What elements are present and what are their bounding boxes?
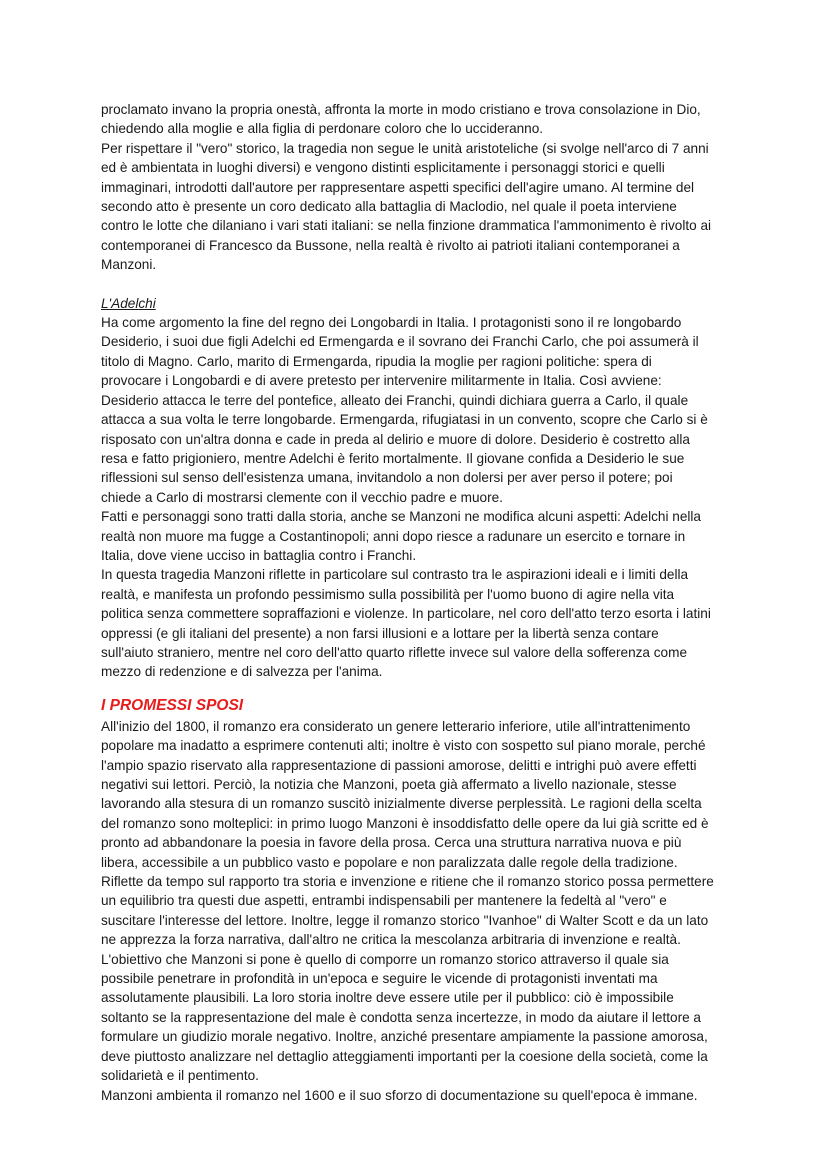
text-line: lavorando alla stesura di un romanzo suscitò inizialmente diverse perplessità. Le ragioni della scelta xyxy=(101,796,702,812)
text-line: soltanto se la rappresentazione del male è condotta senza incertezze, in modo da aiutare il lettore a xyxy=(101,1009,701,1025)
text-line: possibile penetrare in profondità in un'epoca e seguire le vicende di protagonisti inventati ma xyxy=(101,971,658,987)
paragraph-gap xyxy=(101,275,731,294)
text-line: risposato con un'altra donna e cade in preda al delirio e muore di dolore. Desiderio è costretto alla xyxy=(101,431,690,447)
text-line: contro le lotte che dilaniano i vari stati italiani: se nella finzione drammatica l'ammonimento è rivolto ai xyxy=(101,218,712,234)
text-line: proclamato invano la propria onestà, affronta la morte in modo cristiano e trova consolazione in Dio, xyxy=(101,102,701,117)
text-line: chiedendo alla moglie e alla figlia di perdonare coloro che lo uccideranno. xyxy=(101,121,544,137)
text-line: assolutamente plausibili. La loro storia inoltre deve essere utile per il pubblico: ciò è impossibile xyxy=(101,990,674,1006)
text-line: ne apprezza la forza narrativa, dall'altro ne critica la mescolanza arbitraria di invenzione e realtà. xyxy=(101,932,681,948)
text-line: Italia, dove viene ucciso in battaglia contro i Franchi. xyxy=(101,547,417,563)
text-line: Fatti e personaggi sono tratti dalla storia, anche se Manzoni ne modifica alcuni aspetti: Adelchi nella xyxy=(101,509,701,525)
text-line: suscitare l'interesse del lettore. Inoltre, legge il romanzo storico "Ivanhoe" di Walter Scott e da un lato xyxy=(101,912,709,928)
text-line: negativi sui lettori. Perciò, la notizia che Manzoni, poeta già affermato a livello nazionale, stesse xyxy=(101,777,677,792)
text-line: l'ampio spazio riservato alla rappresentazione di passioni amorose, delitti e intrighi può avere effetti xyxy=(101,757,697,773)
text-line: libera, accessibile a un pubblico vasto e popolare e non paralizzata dalle regole della tradizione. xyxy=(101,854,678,870)
promessi-sposi-section xyxy=(101,717,731,1105)
text-line: politica senza commettere sopraffazioni e violenze. In particolare, nel coro dell'atto terzo esorta i latini xyxy=(101,606,711,622)
text-line: All'inizio del 1800, il romanzo era considerato un genere letterario inferiore, utile all'intrattenimento xyxy=(101,718,691,734)
text-line: formulare un giudizio morale negativo. Inoltre, anziché presentare ampiamente la passione amorosa, xyxy=(101,1029,708,1045)
text-line: oppressi (e gli italiani del presente) a non farsi illusioni e a lottare per la libertà senza contare xyxy=(101,625,659,641)
intro-paragraph xyxy=(101,100,731,275)
text-line: chiede a Carlo di mostrarsi clemente con il vecchio padre e muore. xyxy=(101,489,503,505)
text-line: L'obiettivo che Manzoni si pone è quello di comporre un romanzo storico attraverso il quale sia xyxy=(101,951,669,967)
adelchi-heading: L'Adelchi xyxy=(101,295,156,311)
text-line: sull'aiuto straniero, mentre nel coro dell'atto quarto riflette invece sul valore della sofferenza come xyxy=(101,644,688,660)
text-line: In questa tragedia Manzoni riflette in particolare sul contrasto tra le aspirazioni ideali e i limiti della xyxy=(101,567,689,583)
text-line: popolare ma inadatto a esprimere contenuti alti; inoltre è visto con sospetto sul piano morale, perché xyxy=(101,738,706,754)
text-line: realtà, e manifesta un profondo pessimismo sulla possibilità per l'uomo buono di agire nella vita xyxy=(101,586,675,602)
text-line: deve piuttosto analizzare nel dettaglio atteggiamenti importanti per la coesione della società, come la xyxy=(101,1048,708,1064)
text-line: del romanzo sono molteplici: in primo luogo Manzoni è insoddisfatto delle opere da lui già scritte ed è xyxy=(101,815,709,831)
text-line: resa e fatto prigioniero, mentre Adelchi è ferito mortalmente. Il giovane confida a Desiderio le sue xyxy=(101,450,685,466)
text-line: mezzo di redenzione e di salvezza per l'anima. xyxy=(101,664,383,680)
text-line: realtà non muore ma fugge a Costantinopoli; anni dopo riesce a radunare un esercito e tornare in xyxy=(101,528,686,544)
text-line: pronto ad abbandonare la poesia in favore della prosa. Cerca una struttura narrativa nuova e più xyxy=(101,835,682,851)
text-line: Manzoni. xyxy=(101,257,157,273)
text-line: attacca a sua volta le terre longobarde. Ermengarda, rifugiatasi in un convento, scopre che Carlo si è xyxy=(101,412,708,428)
text-line: solidarietà e il pentimento. xyxy=(101,1068,259,1084)
text-line: immaginari, introdotti dall'autore per rappresentare aspetti specifici dell'agire umano. Al termine del xyxy=(101,179,695,195)
adelchi-section xyxy=(101,313,731,682)
text-line: provocare i Longobardi e di avere pretesto per intervenire militarmente in Italia. Così avviene: xyxy=(101,373,662,389)
page-content xyxy=(101,100,731,1105)
text-line: secondo atto è presente un coro dedicato alla battaglia di Maclodio, nel quale il poeta interviene xyxy=(101,199,677,215)
text-line: ed è ambientata in luoghi diversi) e vengono distinti esplicitamente i personaggi storici e quelli xyxy=(101,160,665,176)
text-line: titolo di Magno. Carlo, marito di Ermengarda, ripudia la moglie per ragioni politiche: spera di xyxy=(101,353,652,369)
text-line: Manzoni ambienta il romanzo nel 1600 e il suo sforzo di documentazione su quell'epoca è immane. xyxy=(101,1087,698,1103)
text-line: un equilibrio tra questi due aspetti, entrambi indispensabili per mantenere la fedeltà al "vero" e xyxy=(101,893,667,909)
promessi-sposi-heading: I PROMESSI SPOSI xyxy=(101,696,244,714)
text-line: contemporanei di Francesco da Bussone, nella realtà è rivolto ai patrioti italiani contemporanei a xyxy=(101,237,680,253)
text-line: Ha come argomento la fine del regno dei Longobardi in Italia. I protagonisti sono il re longobardo xyxy=(101,315,682,331)
text-line: riflessioni sul senso dell'esistenza umana, invitandolo a non dolersi per aver perso il potere; poi xyxy=(101,470,673,486)
text-line: Per rispettare il "vero" storico, la tragedia non segue le unità aristoteliche (si svolge nell'arco di 7 anni xyxy=(101,140,709,156)
text-line: Riflette da tempo sul rapporto tra storia e invenzione e ritiene che il romanzo storico possa permettere xyxy=(101,874,714,890)
text-line: Desiderio, i suoi due figli Adelchi ed Ermengarda e il sovrano dei Franchi Carlo, che poi assumerà il xyxy=(101,334,699,350)
text-line: Desiderio attacca le terre del pontefice, alleato dei Franchi, quindi dichiara guerra a Carlo, il quale xyxy=(101,392,689,408)
